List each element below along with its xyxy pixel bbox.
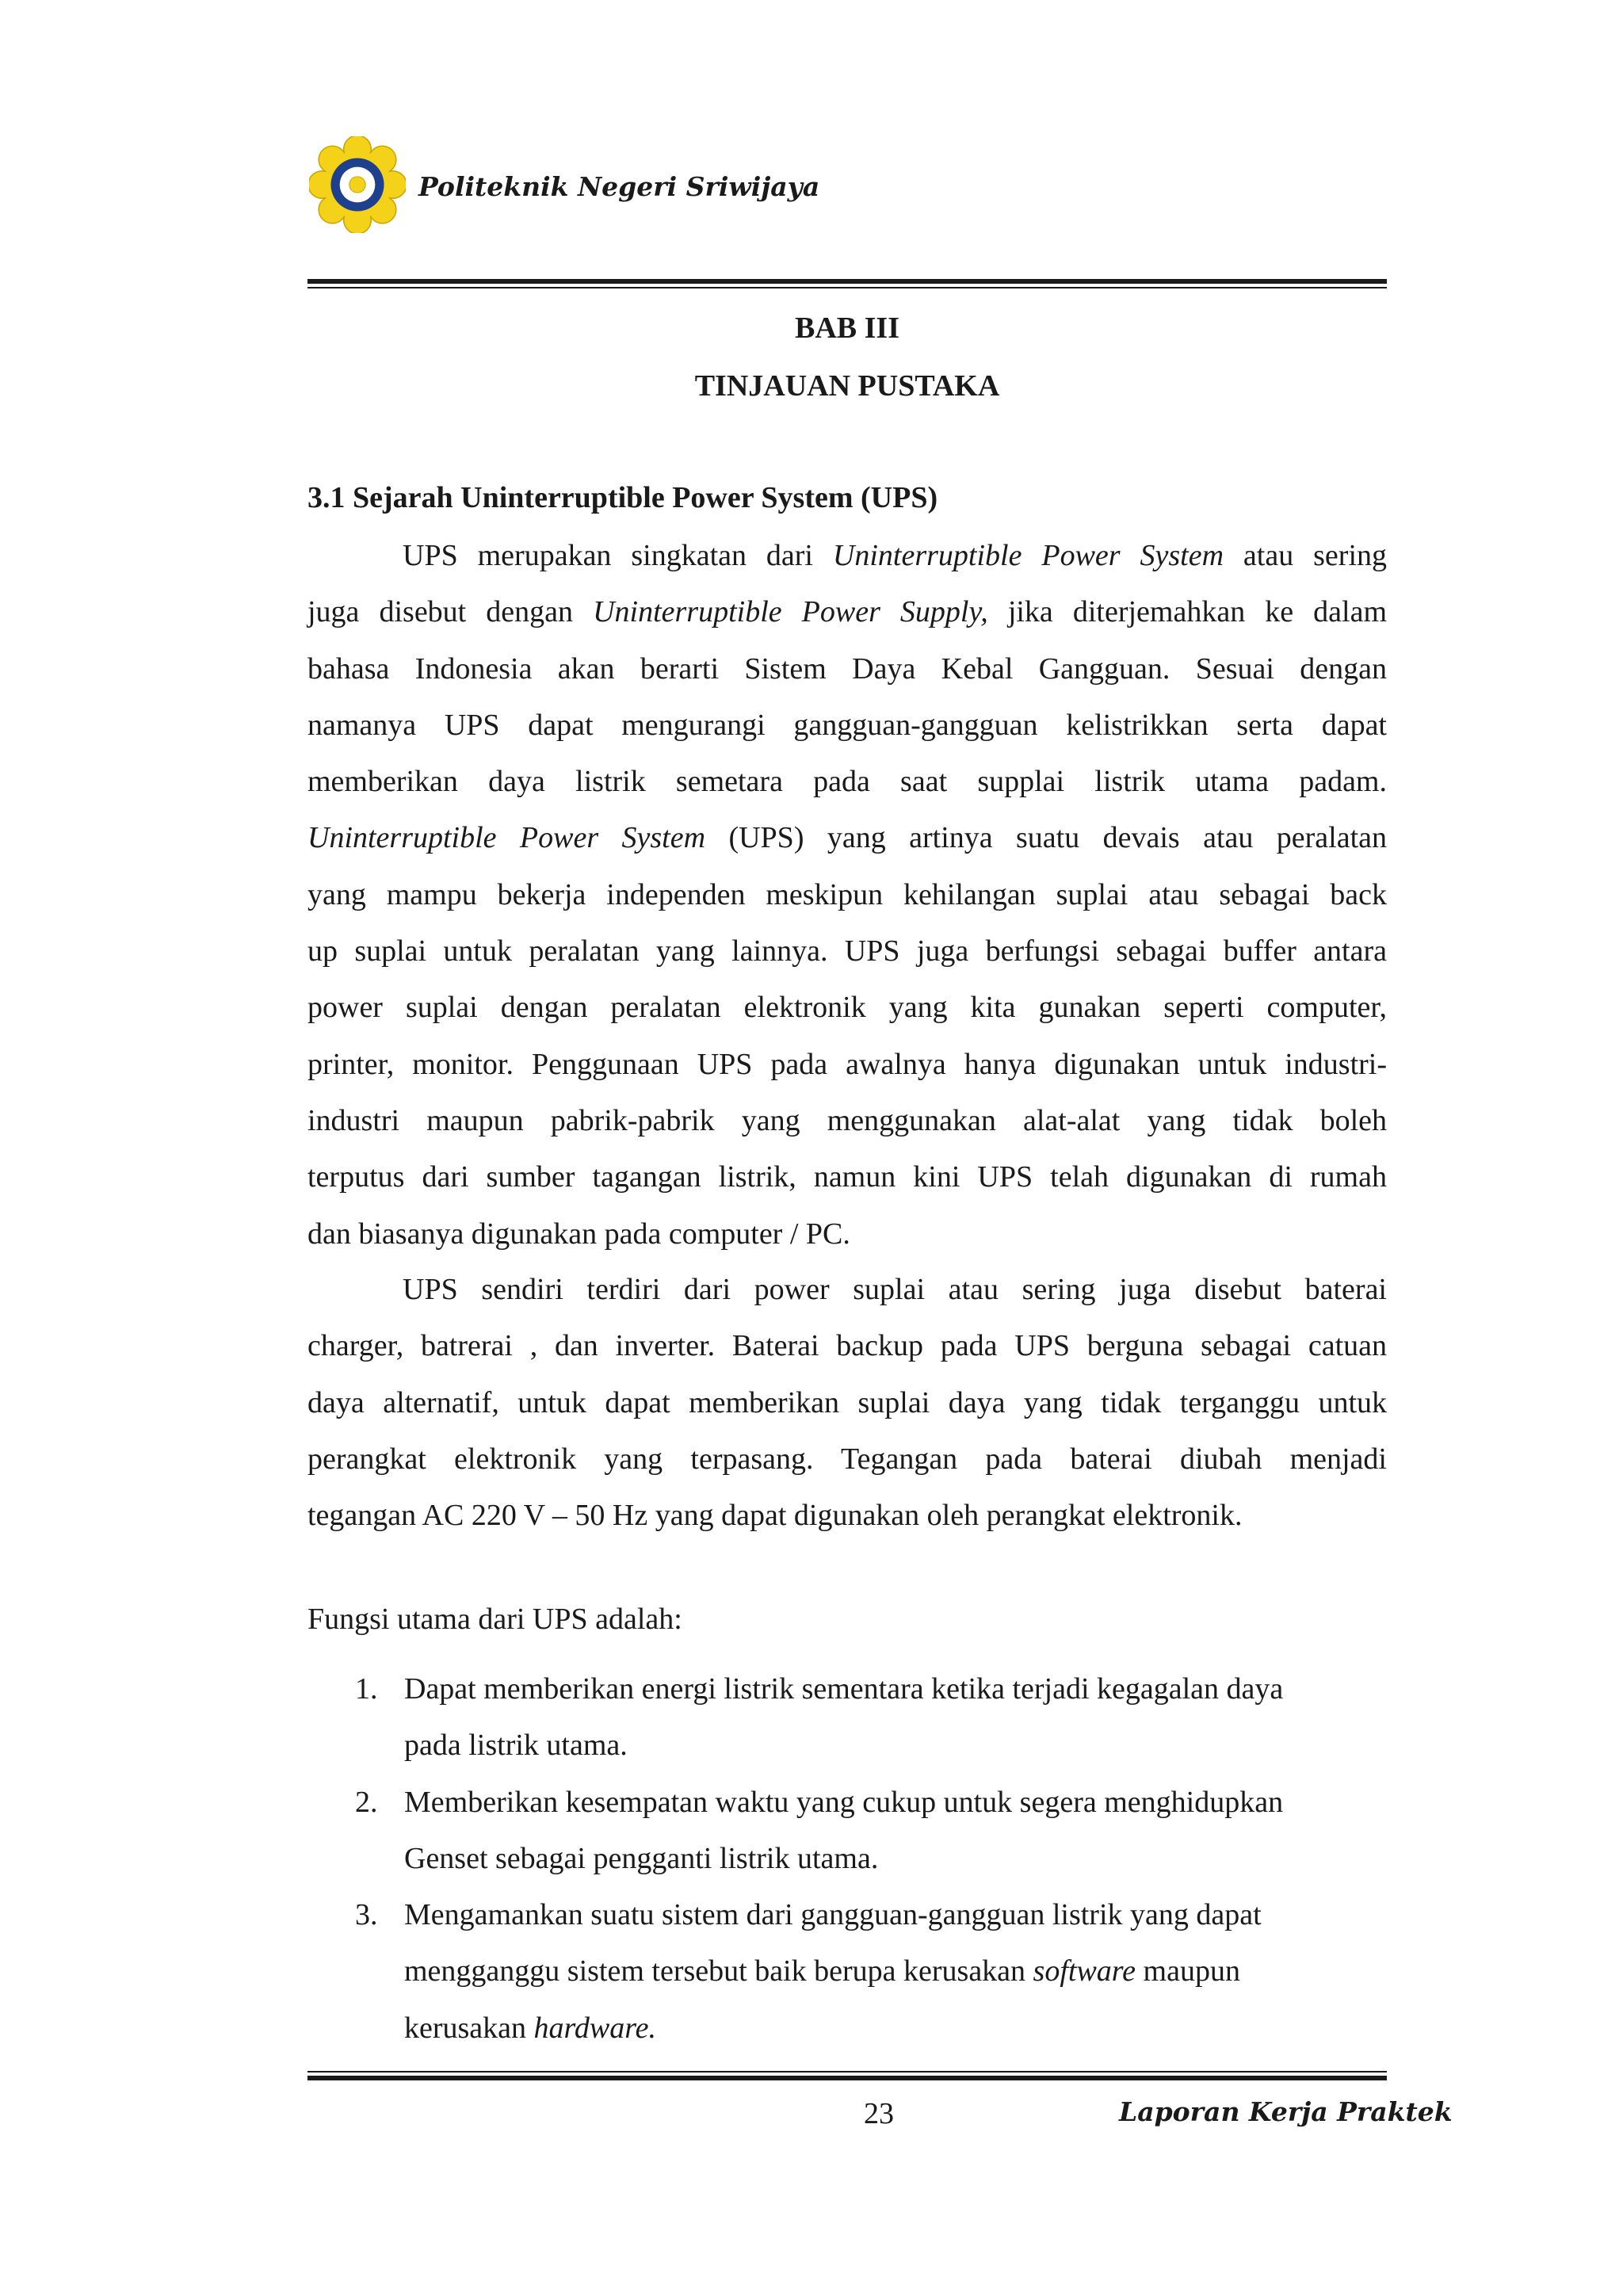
paragraph-line: tegangan AC 220 V – 50 Hz yang dapat digunakan oleh perangkat elektronik. bbox=[307, 1499, 1243, 1533]
section-heading: 3.1 Sejarah Uninterruptible Power System (UPS) bbox=[307, 481, 938, 514]
paragraph-ups-components bbox=[307, 1262, 1387, 1544]
list-item-line: kerusakan hardware. bbox=[404, 2011, 657, 2045]
list-item-number: 1. bbox=[355, 1672, 378, 1706]
list-item bbox=[355, 1887, 1369, 2057]
list-item bbox=[355, 1775, 1369, 1888]
list-item-line: Dapat memberikan energi listrik sementara ketika terjadi kegagalan daya bbox=[404, 1672, 1284, 1706]
report-title: Laporan Kerja Praktek bbox=[1119, 2096, 1453, 2127]
paragraph-line: bahasa Indonesia akan berarti Sistem Daya Kebal Gangguan. Sesuai dengan bbox=[307, 651, 1387, 686]
paragraph-line: charger, batrerai , dan inverter. Baterai backup pada UPS berguna sebagai catuan bbox=[307, 1329, 1387, 1363]
paragraph-line: yang mampu bekerja independen meskipun kehilangan suplai atau sebagai back bbox=[307, 877, 1387, 911]
footer-divider bbox=[307, 2071, 1387, 2080]
paragraph-line: industri maupun pabrik-pabrik yang menggunakan alat-alat yang tidak boleh bbox=[307, 1103, 1387, 1137]
functions-label: Fungsi utama dari UPS adalah: bbox=[307, 1603, 682, 1636]
list-item-number: 2. bbox=[355, 1785, 378, 1819]
page-number: 23 bbox=[864, 2097, 894, 2130]
paragraph-line: daya alternatif, untuk dapat memberikan suplai daya yang tidak terganggu untuk bbox=[307, 1385, 1387, 1419]
list-item bbox=[355, 1661, 1369, 1775]
functions-list bbox=[355, 1661, 1369, 2057]
institution-logo bbox=[309, 136, 406, 233]
paragraph-line: UPS merupakan singkatan dari Uninterruptible Power System atau sering bbox=[403, 539, 1388, 572]
institution-name: Politeknik Negeri Sriwijaya bbox=[418, 171, 820, 202]
header-divider bbox=[307, 279, 1387, 288]
paragraph-line: memberikan daya listrik semetara pada saat supplai listrik utama padam. bbox=[307, 765, 1387, 799]
list-item-line: pada listrik utama. bbox=[404, 1729, 628, 1763]
paragraph-line: terputus dari sumber tagangan listrik, namun kini UPS telah digunakan di rumah bbox=[307, 1160, 1387, 1194]
paragraph-line: up suplai untuk peralatan yang lainnya. UPS juga berfungsi sebagai buffer antara bbox=[307, 934, 1387, 968]
paragraph-ups-history bbox=[307, 528, 1387, 1263]
chapter-title: TINJAUAN PUSTAKA bbox=[694, 369, 1000, 403]
paragraph-line: perangkat elektronik yang terpasang. Tegangan pada baterai diubah menjadi bbox=[307, 1442, 1387, 1476]
list-item-line: Memberikan kesempatan waktu yang cukup untuk segera menghidupkan bbox=[404, 1785, 1284, 1819]
chapter-number: BAB III bbox=[795, 311, 899, 345]
paragraph-line: juga disebut dengan Uninterruptible Power Supply, jika diterjemahkan ke dalam bbox=[307, 595, 1388, 629]
list-item-line: Mengamankan suatu sistem dari gangguan-gangguan listrik yang dapat bbox=[404, 1898, 1262, 1932]
list-item-line: Genset sebagai pengganti listrik utama. bbox=[404, 1841, 879, 1875]
paragraph-line: power suplai dengan peralatan elektronik yang kita gunakan seperti computer, bbox=[307, 991, 1387, 1025]
paragraph-line: dan biasanya digunakan pada computer / PC. bbox=[307, 1217, 850, 1251]
list-item-line: mengganggu sistem tersebut baik berupa kerusakan software maupun bbox=[404, 1954, 1240, 1988]
paragraph-line: namanya UPS dapat mengurangi gangguan-gangguan kelistrikkan serta dapat bbox=[307, 708, 1387, 742]
paragraph-line: printer, monitor. Penggunaan UPS pada awalnya hanya digunakan untuk industri- bbox=[307, 1047, 1387, 1081]
paragraph-line: Uninterruptible Power System (UPS) yang artinya suatu devais atau peralatan bbox=[307, 821, 1387, 855]
list-item-number: 3. bbox=[355, 1898, 378, 1932]
paragraph-line: UPS sendiri terdiri dari power suplai atau sering juga disebut baterai bbox=[403, 1273, 1387, 1306]
